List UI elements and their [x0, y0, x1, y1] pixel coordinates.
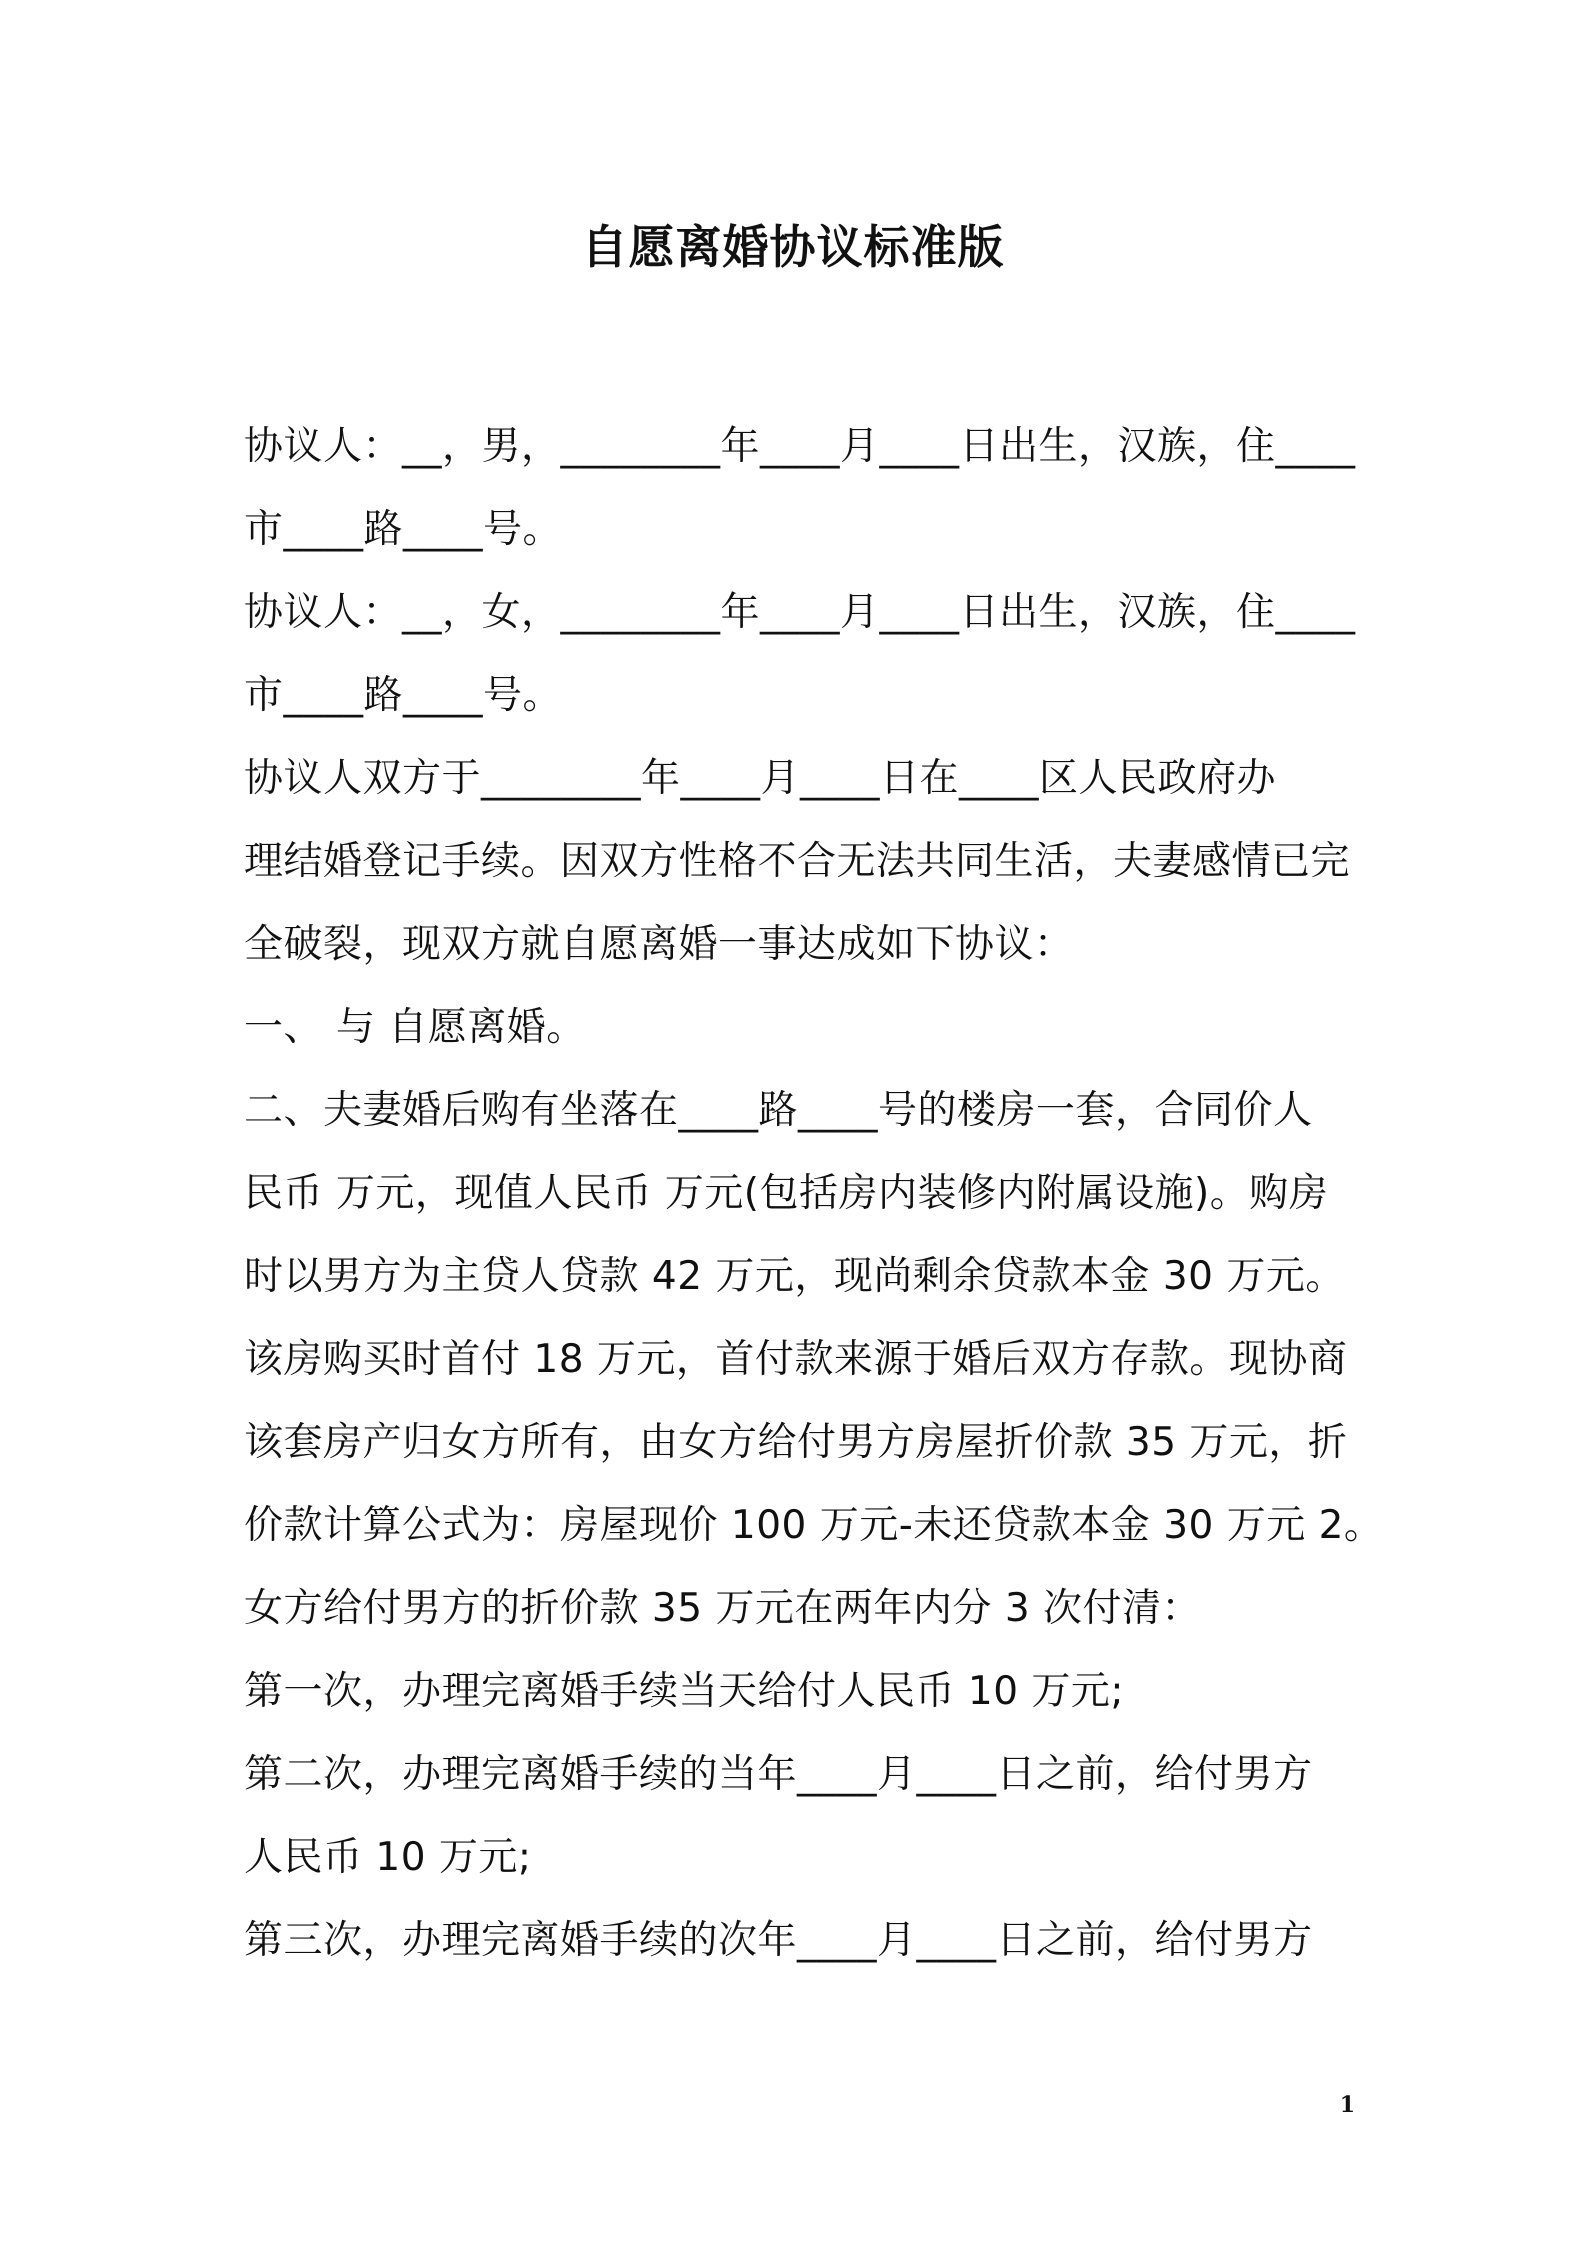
body-line: 人民币 10 万元;: [244, 1835, 532, 1880]
body-line: 一、 与 自愿离婚。: [244, 1005, 586, 1050]
body-line: 该房购买时首付 18 万元，首付款来源于婚后双方存款。现协商: [244, 1337, 1348, 1382]
body-line: 民币 万元，现值人民币 万元(包括房内装修内附属设施)。购房: [244, 1171, 1329, 1216]
body-line: 全破裂，现双方就自愿离婚一事达成如下协议：: [244, 922, 1074, 967]
body-line: 第二次，办理完离婚手续的当年____月____日之前，给付男方: [244, 1752, 1313, 1797]
body-line: 价款计算公式为：房屋现价 100 万元-未还贷款本金 30 万元 2。: [244, 1503, 1384, 1548]
body-line: 女方给付男方的折价款 35 万元在两年内分 3 次付清：: [244, 1586, 1202, 1631]
body-line: 理结婚登记手续。因双方性格不合无法共同生活，夫妻感情已完: [244, 839, 1351, 884]
body-line: 市____路____号。: [244, 507, 563, 552]
document-title: 自愿离婚协议标准版: [581, 220, 1005, 274]
body-line: 时以男方为主贷人贷款 42 万元，现尚剩余贷款本金 30 万元。: [244, 1254, 1345, 1299]
body-line: 协议人：__，女，________年____月____日出生，汉族，住____: [244, 590, 1356, 635]
page-number: 1: [1339, 2092, 1355, 2118]
body-line: 二、夫妻婚后购有坐落在____路____号的楼房一套，合同价人: [244, 1088, 1313, 1133]
body-line: 市____路____号。: [244, 673, 563, 718]
body-line: 协议人：__，男，________年____月____日出生，汉族，住____: [244, 424, 1356, 469]
document-body: [244, 405, 1384, 1982]
body-line: 第三次，办理完离婚手续的次年____月____日之前，给付男方: [244, 1918, 1313, 1963]
body-line: 第一次，办理完离婚手续当天给付人民币 10 万元;: [244, 1669, 1125, 1714]
body-line: 该套房产归女方所有，由女方给付男方房屋折价款 35 万元，折: [244, 1420, 1348, 1465]
body-line: 协议人双方于________年____月____日在____区人民政府办: [244, 756, 1277, 801]
